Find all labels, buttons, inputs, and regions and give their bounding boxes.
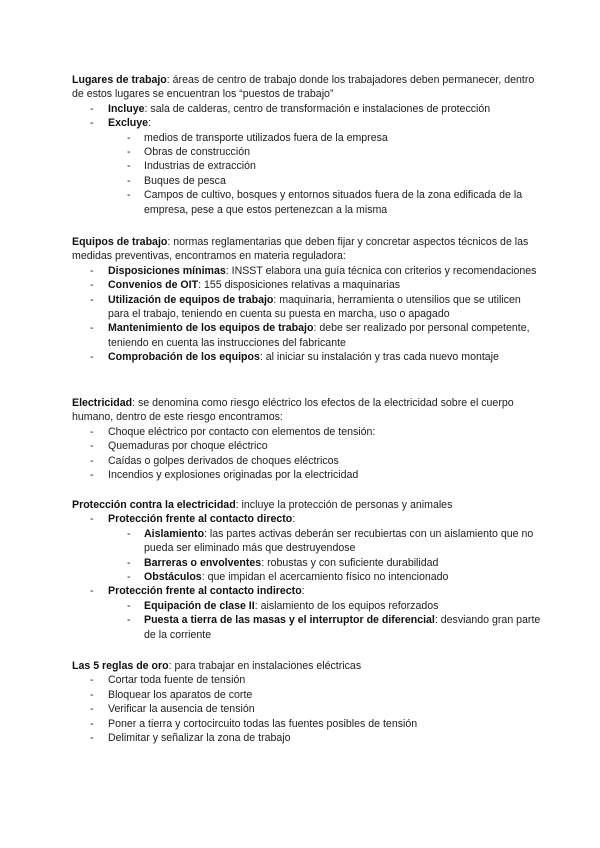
dash-bullet: -	[90, 425, 94, 438]
dash-bullet: -	[90, 322, 94, 335]
dash-bullet: -	[90, 454, 94, 467]
list-item	[72, 717, 542, 731]
sub-list-item	[72, 570, 542, 584]
section-heading: Lugares de trabajo	[72, 74, 167, 86]
item-text: Buques de pesca	[144, 174, 226, 187]
dash-bullet: -	[127, 556, 131, 569]
dash-bullet: -	[127, 174, 131, 187]
item-term: Equipación de clase II	[144, 599, 255, 612]
dash-bullet: -	[90, 688, 94, 701]
item-text: : sala de calderas, centro de transformación e instalaciones de protección	[144, 102, 491, 115]
item-text: : aislamiento de los equipos reforzados	[254, 599, 439, 612]
item-text: Obras de construcción	[144, 146, 250, 159]
sub-list-item	[72, 131, 542, 145]
section-intro-text: : incluye la protección de personas y animales	[235, 499, 453, 511]
list-item	[72, 116, 542, 130]
dash-bullet: -	[127, 614, 131, 627]
dash-bullet: -	[127, 146, 131, 159]
section-intro-text: : para trabajar en instalaciones eléctricas	[168, 660, 362, 672]
item-text: :	[292, 513, 296, 526]
item-text: : que impidan el acercamiento físico no intencionado	[201, 571, 449, 584]
section-lugares	[72, 73, 542, 217]
dash-bullet: -	[90, 674, 94, 687]
item-text: medios de transporte utilizados fuera de la empresa	[144, 131, 388, 144]
item-text: Verificar la ausencia de tensión	[108, 703, 255, 716]
list-item	[72, 702, 542, 716]
dash-bullet: -	[127, 160, 131, 173]
item-text: Bloquear los aparatos de corte	[108, 688, 253, 701]
section-heading: Protección contra la electricidad	[72, 499, 236, 511]
dash-bullet: -	[90, 279, 94, 292]
sub-list-item	[72, 527, 542, 556]
item-text: Quemaduras por choque eléctrico	[108, 440, 268, 453]
dash-bullet: -	[127, 599, 131, 612]
item-term: Obstáculos	[144, 571, 202, 584]
section-reglas	[72, 659, 542, 745]
item-term: Aislamiento	[144, 527, 205, 540]
item-text: Delimitar y señalizar la zona de trabajo	[108, 732, 291, 745]
list-item	[72, 454, 542, 468]
sub-list-item	[72, 556, 542, 570]
item-term: Mantenimiento de los equipos de trabajo	[108, 322, 314, 335]
dash-bullet: -	[90, 585, 94, 598]
section-intro-text: : normas reglamentarias que deben fijar y concretar aspectos técnicos de las medidas preventivas, encontramos en materia reguladora:	[72, 236, 529, 263]
item-term: Puesta a tierra de las masas y el interruptor de diferencial	[144, 614, 435, 627]
dash-bullet: -	[90, 117, 94, 130]
dash-bullet: -	[90, 351, 94, 364]
section-intro	[72, 659, 542, 673]
item-text: :	[301, 585, 305, 598]
dash-bullet: -	[90, 513, 94, 526]
section-intro-text: : se denomina como riesgo eléctrico los efectos de la electricidad sobre el cuerpo humano, dentro de este riesgo encontramos:	[72, 397, 514, 424]
item-term: Utilización de equipos de trabajo	[108, 293, 274, 306]
item-text: Caídas o golpes derivados de choques eléctricos	[108, 454, 339, 467]
dash-bullet: -	[90, 469, 94, 482]
sub-list-item	[72, 613, 542, 642]
sub-list-item	[72, 159, 542, 173]
item-text: : desviando gran parte de la corriente	[144, 614, 541, 641]
section-electricidad	[72, 396, 542, 482]
section-intro-text: : áreas de centro de trabajo donde los trabajadores deben permanecer, dentro de estos lugares se encuentran los “puestos de trabajo”	[72, 74, 535, 101]
item-text: Incendios y explosiones originadas por la electricidad	[108, 469, 359, 482]
list-item	[72, 731, 542, 745]
dash-bullet: -	[127, 571, 131, 584]
section-heading: Electricidad	[72, 397, 133, 409]
item-text: Choque eléctrico por contacto con elementos de tensión:	[108, 425, 376, 438]
list-item	[72, 278, 542, 292]
list-item	[72, 439, 542, 453]
bullet-list	[72, 512, 542, 642]
list-item	[72, 425, 542, 439]
sub-list-item	[72, 145, 542, 159]
section-equipos	[72, 235, 542, 365]
item-term: Disposiciones mínimas	[108, 264, 226, 277]
dash-bullet: -	[90, 293, 94, 306]
item-text: Industrias de extracción	[144, 160, 256, 173]
list-item	[72, 350, 542, 364]
dash-bullet: -	[90, 102, 94, 115]
item-term: Convenios de OIT	[108, 279, 199, 292]
section-intro	[72, 498, 542, 512]
section-heading: Las 5 reglas de oro	[72, 660, 169, 672]
sub-list-item	[72, 174, 542, 188]
sub-list-item	[72, 599, 542, 613]
item-text: : 155 disposiciones relativas a maquinarias	[198, 279, 401, 292]
item-term: Comprobación de los equipos	[108, 351, 260, 364]
dash-bullet: -	[90, 703, 94, 716]
list-item	[72, 673, 542, 687]
list-item	[72, 102, 542, 116]
item-text: : maquinaria, herramienta o utensilios que se utilicen para el trabajo, teniendo en cuenta su puesta en marcha, uso o apagado	[108, 293, 521, 321]
sub-list-item	[72, 188, 542, 217]
item-term: Protección frente al contacto indirecto	[108, 585, 302, 598]
item-text: Campos de cultivo, bosques y entornos situados fuera de la zona edificada de la empresa, pese a que estos pertenezcan a la misma	[144, 189, 523, 216]
dash-bullet: -	[90, 717, 94, 730]
list-item	[72, 688, 542, 702]
section-proteccion	[72, 498, 542, 642]
bullet-list	[72, 425, 542, 483]
list-item	[72, 321, 542, 350]
dash-bullet: -	[90, 264, 94, 277]
item-term: Protección frente al contacto directo	[108, 513, 293, 526]
item-text: Cortar toda fuente de tensión	[108, 674, 246, 687]
item-term: Incluye	[108, 102, 145, 115]
item-text: : las partes activas deberán ser recubiertas con un aislamiento que no pueda ser eliminado más que destruyendose	[144, 527, 534, 555]
item-text: : INSST elabora una guía técnica con criterios y recomendaciones	[225, 264, 537, 277]
bullet-list	[72, 264, 542, 365]
dash-bullet: -	[127, 131, 131, 144]
item-text: Poner a tierra y cortocircuito todas las fuentes posibles de tensión	[108, 717, 418, 730]
item-term: Excluye	[108, 117, 149, 130]
dash-bullet: -	[127, 527, 131, 540]
dash-bullet: -	[127, 189, 131, 202]
bullet-list	[72, 102, 542, 217]
item-text: :	[148, 117, 152, 130]
section-heading: Equipos de trabajo	[72, 236, 168, 248]
section-intro	[72, 396, 542, 425]
item-text: : robustas y con suficiente durabilidad	[261, 556, 439, 569]
list-item	[72, 293, 542, 322]
section-intro	[72, 235, 542, 264]
item-text: : debe ser realizado por personal competente, teniendo en cuenta las instrucciones del fabricante	[108, 322, 530, 349]
bullet-list	[72, 673, 542, 745]
list-item	[72, 468, 542, 482]
list-item	[72, 584, 542, 598]
dash-bullet: -	[90, 732, 94, 745]
dash-bullet: -	[90, 440, 94, 453]
item-text: : al iniciar su instalación y tras cada nuevo montaje	[259, 351, 499, 364]
list-item	[72, 264, 542, 278]
list-item	[72, 512, 542, 526]
item-term: Barreras o envolventes	[144, 556, 262, 569]
section-intro	[72, 73, 542, 102]
